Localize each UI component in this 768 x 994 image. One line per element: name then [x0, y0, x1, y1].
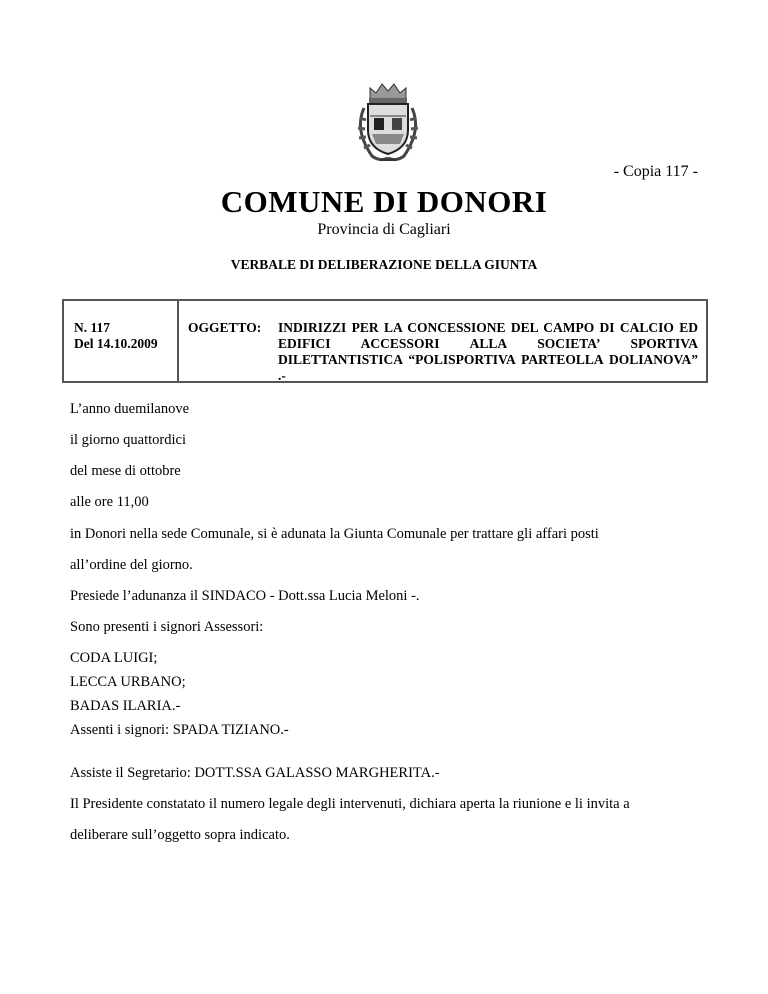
- assessor-coda: CODA LUIGI;: [70, 650, 158, 666]
- subject-label: OGGETTO:: [188, 320, 262, 335]
- municipal-crest-icon: [340, 78, 436, 168]
- body-anno: L’anno duemilanove: [70, 401, 190, 417]
- copy-number: - Copia 117 -: [613, 163, 698, 180]
- body-presidente-line2: deliberare sull’oggetto sopra indicato.: [70, 827, 290, 843]
- body-ore: alle ore 11,00: [70, 494, 149, 510]
- deliberation-number: N. 117: [74, 320, 111, 335]
- document-heading: VERBALE DI DELIBERAZIONE DELLA GIUNTA: [230, 257, 538, 272]
- municipality-title: COMUNE DI DONORI: [220, 184, 548, 219]
- body-presidente-line1: Il Presidente constatato il numero legale degli intervenuti, dichiara aperta la riunione e li invita a: [70, 796, 630, 812]
- box-divider: [177, 301, 179, 381]
- body-giorno: il giorno quattordici: [70, 432, 186, 448]
- deliberation-date: Del 14.10.2009: [74, 336, 158, 351]
- body-luogo-line2: all’ordine del giorno.: [70, 557, 193, 573]
- body-presenti: Sono presenti i signori Assessori:: [70, 619, 264, 635]
- body-mese: del mese di ottobre: [70, 463, 181, 479]
- body-luogo-line1: in Donori nella sede Comunale, si è adunata la Giunta Comunale per trattare gli affari posti: [70, 526, 599, 542]
- assessor-lecca: LECCA URBANO;: [70, 674, 186, 690]
- subject-text: INDIRIZZI PER LA CONCESSIONE DEL CAMPO DI CALCIO ED EDIFICI ACCESSORI ALLA SOCIETA’ SPORTIVA DILETTANTISTICA “POLISPORTIVA PARTEOLLA DOLIANOVA” .-: [278, 320, 698, 383]
- assessor-badas: BADAS ILARIA.-: [70, 698, 181, 714]
- deliberation-header-box: [62, 299, 708, 383]
- body-segretario: Assiste il Segretario: DOTT.SSA GALASSO MARGHERITA.-: [70, 765, 440, 781]
- deliberation-number-block: [74, 320, 158, 352]
- body-assenti: Assenti i signori: SPADA TIZIANO.-: [70, 722, 289, 738]
- province-subtitle: Provincia di Cagliari: [317, 221, 451, 238]
- body-presiede: Presiede l’adunanza il SINDACO - Dott.ssa Lucia Meloni -.: [70, 588, 420, 604]
